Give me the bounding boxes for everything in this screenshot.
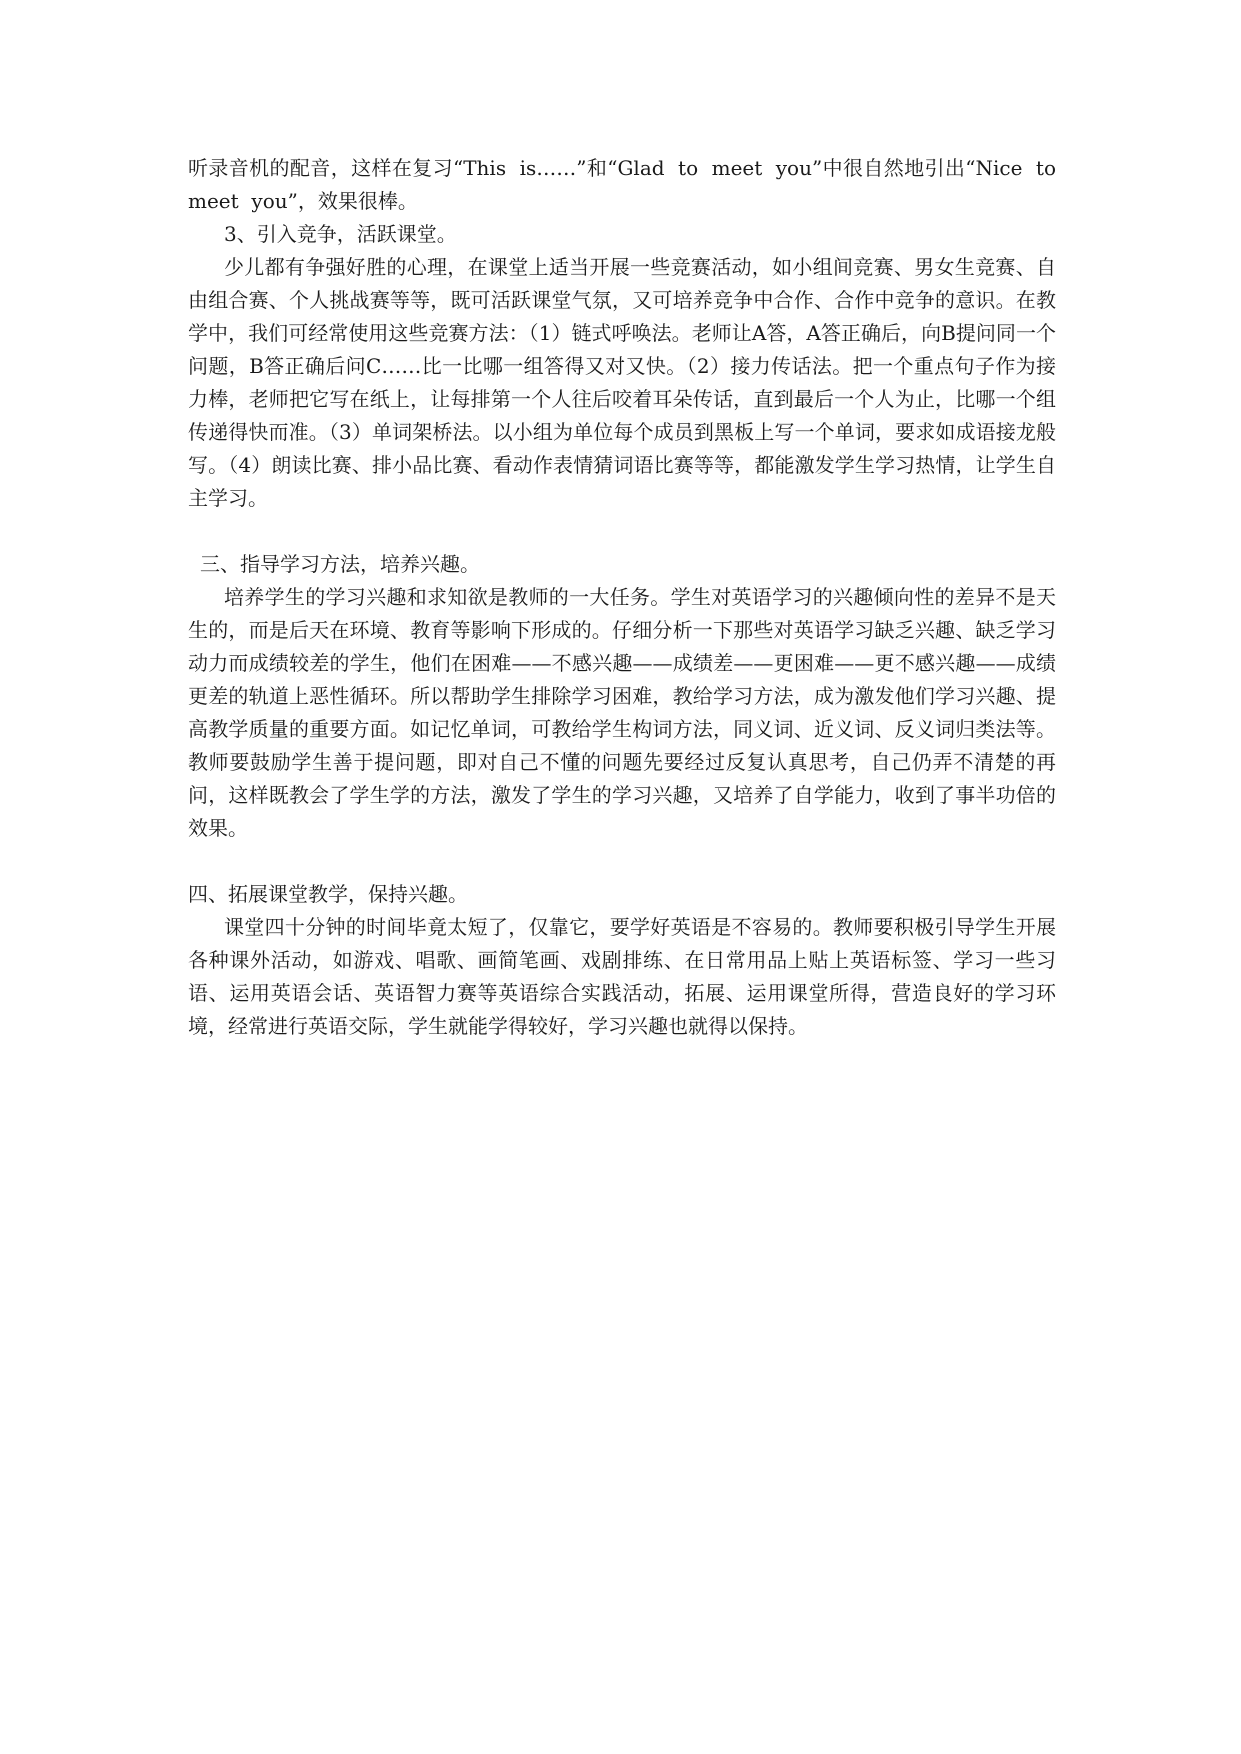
subheading-introduce-competition: 3、引入竞争，活跃课堂。 bbox=[224, 222, 457, 246]
paragraph-learning-methods: 培养学生的学习兴趣和求知欲是教师的一大任务。学生对英语学习的兴趣倾向性的差异不是天生的，而是后天在环境、教育等影响下形成的。仔细分析一下那些对英语学习缺乏兴趣、缺乏学习动力而成绩较差的学生，他们在困难——不感兴趣——成绩差——更困难——更不感兴趣——成绩更差的轨道上恶性循环。所以帮助学生排除学习困难，教给学习方法，成为激发他们学习兴趣、提高教学质量的重要方面。如记忆单词，可教给学生构词方法，同义词、近义词、反义词归类法等。教师要鼓励学生善于提问题，即对自己不懂的问题先要经过反复认真思考，自己仍弄不清楚的再问，这样既教会了学生学的方法，激发了学生的学习兴趣，又培养了自学能力，收到了事半功倍的效果。 bbox=[188, 585, 1056, 840]
paragraph-extend-teaching: 课堂四十分钟的时间毕竟太短了，仅靠它，要学好英语是不容易的。教师要积极引导学生开展各种课外活动，如游戏、唱歌、画简笔画、戏剧排练、在日常用品上贴上英语标签、学习一些习语、运用英语会话、英语智力赛等英语综合实践活动，拓展、运用课堂所得，营造良好的学习环境，经常进行英语交际，学生就能学得较好，学习兴趣也就得以保持。 bbox=[188, 915, 1056, 1038]
document-body bbox=[188, 152, 1069, 1043]
section-heading-extend-teaching: 四、拓展课堂教学，保持兴趣。 bbox=[188, 882, 468, 906]
paragraph-competition-methods: 少儿都有争强好胜的心理，在课堂上适当开展一些竞赛活动，如小组间竞赛、男女生竞赛、自由组合赛、个人挑战赛等等，既可活跃课堂气氛，又可培养竞争中合作、合作中竞争的意识。在教学中，我们可经常使用这些竞赛方法：（1）链式呼唤法。老师让A答，A答正确后，向B提问同一个问题，B答正确后问C……比一比哪一组答得又对又快。（2）接力传话法。把一个重点句子作为接力棒，老师把它写在纸上，让每排第一个人往后咬着耳朵传话，直到最后一个人为止，比哪一个组传递得快而准。（3）单词架桥法。以小组为单位每个成员到黑板上写一个单词，要求如成语接龙般写。（4）朗读比赛、排小品比赛、看动作表情猜词语比赛等等，都能激发学生学习热情，让学生自主学习。 bbox=[188, 255, 1056, 510]
paragraph-continued-intro: 听录音机的配音，这样在复习“This is……”和“Glad to meet you”中很自然地引出“Nice to meet you”，效果很棒。 bbox=[188, 156, 1069, 213]
section-heading-learning-methods: 三、指导学习方法，培养兴趣。 bbox=[200, 552, 480, 576]
